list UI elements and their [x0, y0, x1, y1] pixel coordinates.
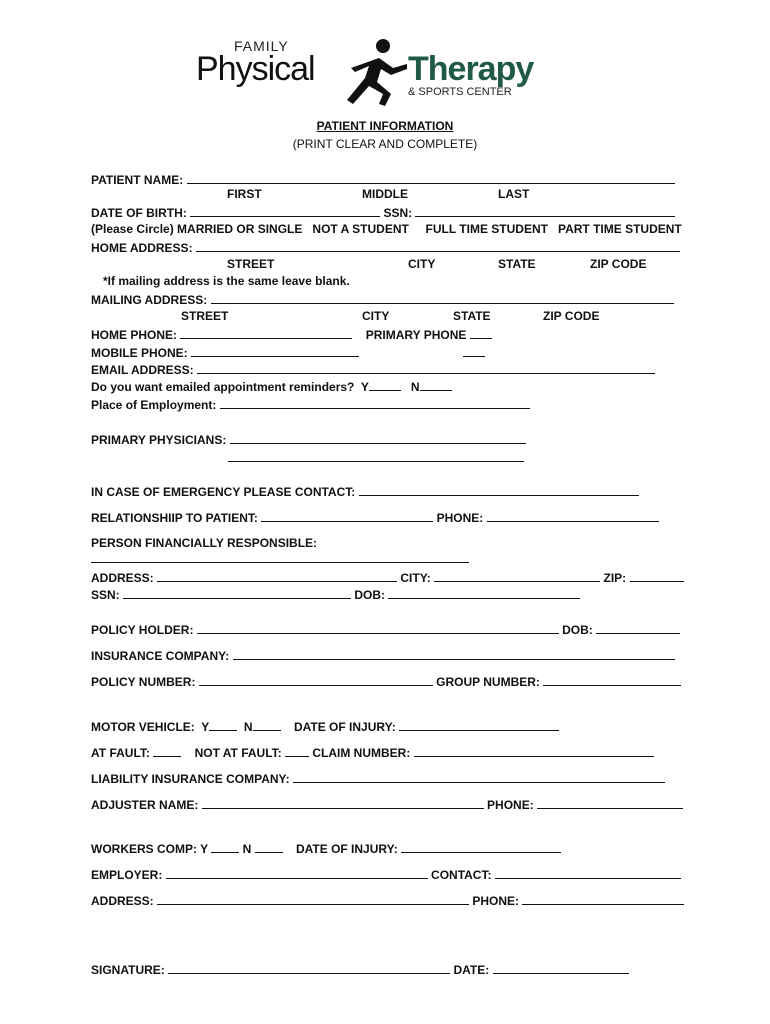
- home-address-row: [91, 240, 680, 255]
- dob-field[interactable]: [190, 205, 380, 217]
- financial-name-field[interactable]: [91, 551, 469, 563]
- policy-holder-label: POLICY HOLDER:: [91, 623, 194, 637]
- zip-code-label: ZIP CODE: [590, 257, 647, 271]
- emergency-row: [91, 484, 639, 499]
- emergency-label: IN CASE OF EMERGENCY PLEASE CONTACT:: [91, 485, 356, 499]
- adjuster-phone-field[interactable]: [537, 797, 683, 809]
- mv-yes-label: Y: [201, 720, 210, 734]
- mv-yes-field[interactable]: [209, 719, 237, 731]
- home-address-field[interactable]: [196, 240, 680, 252]
- policy-holder-row: [91, 622, 680, 637]
- at-fault-field[interactable]: [153, 745, 181, 757]
- adjuster-phone-label: PHONE:: [487, 798, 534, 812]
- financial-ssn-label: SSN:: [91, 588, 120, 602]
- physicians-field-2[interactable]: [228, 450, 524, 462]
- logo-therapy-text: Therapy: [408, 50, 534, 88]
- reminders-row: [91, 379, 452, 394]
- wc-no-field[interactable]: [255, 841, 283, 853]
- mv-doi-field[interactable]: [399, 719, 559, 731]
- employer-address-field[interactable]: [157, 893, 469, 905]
- home-phone-label: HOME PHONE:: [91, 328, 178, 342]
- email-label: EMAIL ADDRESS:: [91, 363, 194, 377]
- reminders-yes-field[interactable]: [369, 379, 401, 391]
- logo: [196, 38, 576, 108]
- mailing-address-field[interactable]: [211, 292, 674, 304]
- page-title: PATIENT INFORMATION: [316, 119, 454, 133]
- group-number-field[interactable]: [543, 674, 681, 686]
- logo-sports-text: & SPORTS CENTER: [408, 86, 512, 98]
- relationship-row: [91, 510, 659, 525]
- relationship-label: RELATIONSHIIP TO PATIENT:: [91, 511, 258, 525]
- mailing-zip-label: ZIP CODE: [543, 309, 600, 323]
- wc-yes-field[interactable]: [211, 841, 239, 853]
- logo-family-text: FAMILY: [234, 38, 289, 54]
- ssn-field[interactable]: [415, 205, 675, 217]
- street-label: STREET: [227, 257, 275, 271]
- employer-field[interactable]: [166, 867, 428, 879]
- adjuster-row: [91, 797, 683, 812]
- motor-vehicle-label: MOTOR VEHICLE:: [91, 720, 195, 734]
- motor-vehicle-row: [91, 719, 559, 734]
- state-label: STATE: [498, 257, 536, 271]
- financial-zip-label: ZIP:: [603, 571, 627, 585]
- physicians-row: [91, 432, 526, 447]
- physicians-field-1[interactable]: [230, 432, 526, 444]
- first-label: FIRST: [227, 187, 262, 201]
- city-label: CITY: [408, 257, 436, 271]
- group-number-label: GROUP NUMBER:: [436, 675, 540, 689]
- home-address-label: HOME ADDRESS:: [91, 241, 193, 255]
- not-student-option[interactable]: NOT A STUDENT: [312, 222, 409, 236]
- mv-doi-label: DATE OF INJURY:: [293, 720, 396, 734]
- employer-contact-field[interactable]: [495, 867, 681, 879]
- mailing-city-label: CITY: [362, 309, 390, 323]
- signature-date-field[interactable]: [493, 962, 629, 974]
- signature-row: [91, 962, 629, 977]
- reminders-no-label: N: [410, 380, 420, 394]
- policy-holder-field[interactable]: [197, 622, 559, 634]
- ssn-label: SSN:: [383, 206, 413, 220]
- liability-field[interactable]: [293, 771, 665, 783]
- mailing-state-label: STATE: [453, 309, 491, 323]
- wc-doi-label: DATE OF INJURY:: [295, 842, 398, 856]
- policy-dob-label: DOB:: [562, 623, 593, 637]
- financial-row: [91, 536, 317, 550]
- employment-row: [91, 397, 530, 412]
- home-phone-field[interactable]: [180, 327, 352, 339]
- email-field[interactable]: [197, 362, 655, 374]
- patient-name-row: [91, 172, 675, 187]
- physicians-row-2: [228, 450, 524, 465]
- employer-phone-label: PHONE:: [472, 894, 520, 908]
- adjuster-label: ADJUSTER NAME:: [91, 798, 199, 812]
- marital-label[interactable]: (Please Circle) MARRIED OR SINGLE: [91, 222, 303, 236]
- emergency-phone-label: PHONE:: [436, 511, 484, 525]
- policy-number-field[interactable]: [199, 674, 433, 686]
- policy-dob-field[interactable]: [596, 622, 680, 634]
- page-subtitle: (PRINT CLEAR AND COMPLETE): [292, 137, 478, 151]
- mailing-address-label: MAILING ADDRESS:: [91, 293, 208, 307]
- liability-label: LIABILITY INSURANCE COMPANY:: [91, 772, 290, 786]
- logo-physical-text: Physical: [196, 50, 315, 88]
- marital-row: [91, 222, 682, 236]
- claim-number-label: CLAIM NUMBER:: [312, 746, 411, 760]
- dob-label: DATE OF BIRTH:: [91, 206, 187, 220]
- financial-label: PERSON FINANCIALLY RESPONSIBLE:: [91, 536, 318, 550]
- adjuster-field[interactable]: [202, 797, 484, 809]
- email-row: [91, 362, 655, 377]
- employment-label: Place of Employment:: [91, 398, 217, 412]
- runner-icon: [341, 38, 411, 108]
- insurance-company-field[interactable]: [233, 648, 675, 660]
- financial-city-field[interactable]: [434, 570, 600, 582]
- mailing-address-row: [91, 292, 674, 307]
- patient-name-field[interactable]: [187, 172, 675, 184]
- signature-label: SIGNATURE:: [91, 963, 165, 977]
- claim-number-field[interactable]: [414, 745, 654, 757]
- primary-phone-mobile-field[interactable]: [463, 345, 485, 357]
- financial-address-row: [91, 570, 684, 585]
- physicians-label: PRIMARY PHYSICIANS:: [91, 433, 227, 447]
- full-time-option[interactable]: FULL TIME STUDENT: [425, 222, 548, 236]
- wc-doi-field[interactable]: [401, 841, 561, 853]
- at-fault-label: AT FAULT:: [91, 746, 150, 760]
- employer-contact-label: CONTACT:: [431, 868, 492, 882]
- patient-name-label: PATIENT NAME:: [91, 173, 184, 187]
- mobile-phone-field[interactable]: [191, 345, 359, 357]
- financial-dob-field[interactable]: [388, 587, 580, 599]
- liability-row: [91, 771, 665, 786]
- signature-field[interactable]: [168, 962, 450, 974]
- not-at-fault-field[interactable]: [285, 745, 309, 757]
- financial-city-label: CITY:: [400, 571, 431, 585]
- employer-address-row: [91, 893, 684, 908]
- mv-no-field[interactable]: [253, 719, 281, 731]
- relationship-field[interactable]: [261, 510, 433, 522]
- primary-phone-label: PRIMARY PHONE: [365, 328, 467, 342]
- last-label: LAST: [498, 187, 530, 201]
- financial-dob-label: DOB:: [354, 588, 386, 602]
- mailing-note: *If mailing address is the same leave blank.: [103, 274, 350, 288]
- financial-zip-field[interactable]: [630, 570, 684, 582]
- workers-comp-row: [91, 841, 561, 856]
- financial-address-label: ADDRESS:: [91, 571, 154, 585]
- reminders-yes-label: Y: [360, 380, 369, 394]
- employer-phone-field[interactable]: [522, 893, 684, 905]
- mobile-phone-label: MOBILE PHONE:: [91, 346, 188, 360]
- financial-name-row: [91, 551, 469, 566]
- employer-address-label: ADDRESS:: [91, 894, 154, 908]
- insurance-company-label: INSURANCE COMPANY:: [91, 649, 230, 663]
- financial-ssn-field[interactable]: [123, 587, 351, 599]
- mobile-phone-row: [91, 345, 359, 360]
- fault-row: [91, 745, 654, 760]
- employment-field[interactable]: [220, 397, 530, 409]
- middle-label: MIDDLE: [362, 187, 408, 201]
- emergency-phone-field[interactable]: [487, 510, 659, 522]
- signature-date-label: DATE:: [453, 963, 490, 977]
- financial-ssn-row: [91, 587, 580, 602]
- employer-row: [91, 867, 681, 882]
- mailing-street-label: STREET: [181, 309, 229, 323]
- part-time-option[interactable]: PART TIME STUDENT: [557, 222, 682, 236]
- reminders-label: Do you want emailed appointment reminders?: [91, 380, 355, 394]
- wc-no-label: N: [242, 842, 252, 856]
- home-phone-row: [91, 327, 492, 342]
- workers-comp-label: WORKERS COMP: Y: [91, 842, 208, 856]
- policy-number-label: POLICY NUMBER:: [91, 675, 196, 689]
- mv-no-label: N: [243, 720, 253, 734]
- not-at-fault-label: NOT AT FAULT:: [194, 746, 282, 760]
- financial-address-field[interactable]: [157, 570, 397, 582]
- primary-phone-mobile-row: [463, 345, 485, 360]
- policy-number-row: [91, 674, 681, 689]
- insurance-company-row: [91, 648, 675, 663]
- reminders-no-field[interactable]: [420, 379, 452, 391]
- emergency-field[interactable]: [359, 484, 639, 496]
- employer-label: EMPLOYER:: [91, 868, 163, 882]
- dob-ssn-row: [91, 205, 675, 220]
- primary-phone-home-field[interactable]: [470, 327, 492, 339]
